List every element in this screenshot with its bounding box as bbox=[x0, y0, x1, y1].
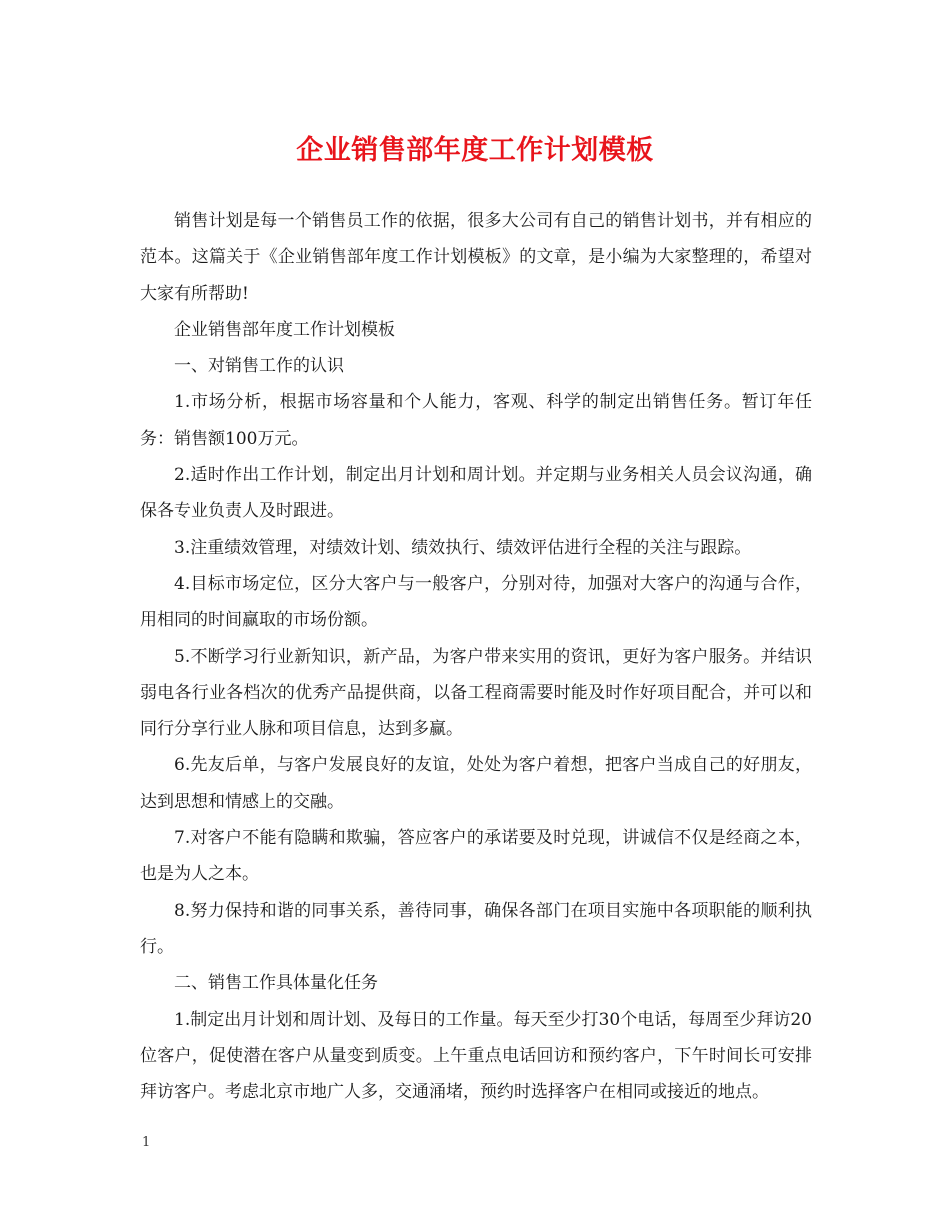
list-item: 6.先友后单，与客户发展良好的友谊，处处为客户着想，把客户当成自己的好朋友，达到思想和情感上的交融。 bbox=[140, 755, 812, 812]
list-item: 7.对客户不能有隐瞒和欺骗，答应客户的承诺要及时兑现，讲诚信不仅是经商之本，也是为人之本。 bbox=[140, 828, 812, 885]
list-item: 3.注重绩效管理，对绩效计划、绩效执行、绩效评估进行全程的关注与跟踪。 bbox=[174, 537, 752, 558]
page-number: 1 bbox=[142, 1135, 151, 1150]
list-item: 4.目标市场定位，区分大客户与一般客户，分别对待，加强对大客户的沟通与合作，用相同的时间赢取的市场份额。 bbox=[140, 573, 812, 631]
page-title: 企业销售部年度工作计划模板 bbox=[296, 135, 654, 166]
section-heading-2: 二、销售工作具体量化任务 bbox=[174, 973, 378, 994]
list-item: 1.制定出月计划和周计划、及每日的工作量。每天至少打30个电话，每周至少拜访20位客户，促使潜在客户从量变到质变。上午重点电话回访和预约客户，下午时间长可安排拜访客户。考虑北京市地广人多，交通涌堵，预约时选择客户在相同或接近的地点。 bbox=[140, 1009, 812, 1103]
intro-paragraph: 销售计划是每一个销售员工作的依据，很多大公司有自己的销售计划书，并有相应的范本。这篇关于《企业销售部年度工作计划模板》的文章，是小编为大家整理的，希望对大家有所帮助! bbox=[140, 211, 812, 304]
section-heading-1: 一、对销售工作的认识 bbox=[174, 356, 344, 377]
document-body bbox=[140, 203, 812, 1110]
repeated-title-paragraph: 企业销售部年度工作计划模板 bbox=[174, 319, 395, 340]
list-item: 8.努力保持和谐的同事关系，善待同事，确保各部门在项目实施中各项职能的顺利执行。 bbox=[140, 900, 812, 957]
list-item: 1.市场分析，根据市场容量和个人能力，客观、科学的制定出销售任务。暂订年任务：销售额100万元。 bbox=[140, 392, 812, 449]
list-item: 2.适时作出工作计划，制定出月计划和周计划。并定期与业务相关人员会议沟通，确保各专业负责人及时跟进。 bbox=[140, 465, 812, 522]
list-item: 5.不断学习行业新知识，新产品，为客户带来实用的资讯，更好为客户服务。并结识弱电各行业各档次的优秀产品提供商，以备工程商需要时能及时作好项目配合，并可以和同行分享行业人脉和项目信息，达到多赢。 bbox=[140, 646, 812, 740]
